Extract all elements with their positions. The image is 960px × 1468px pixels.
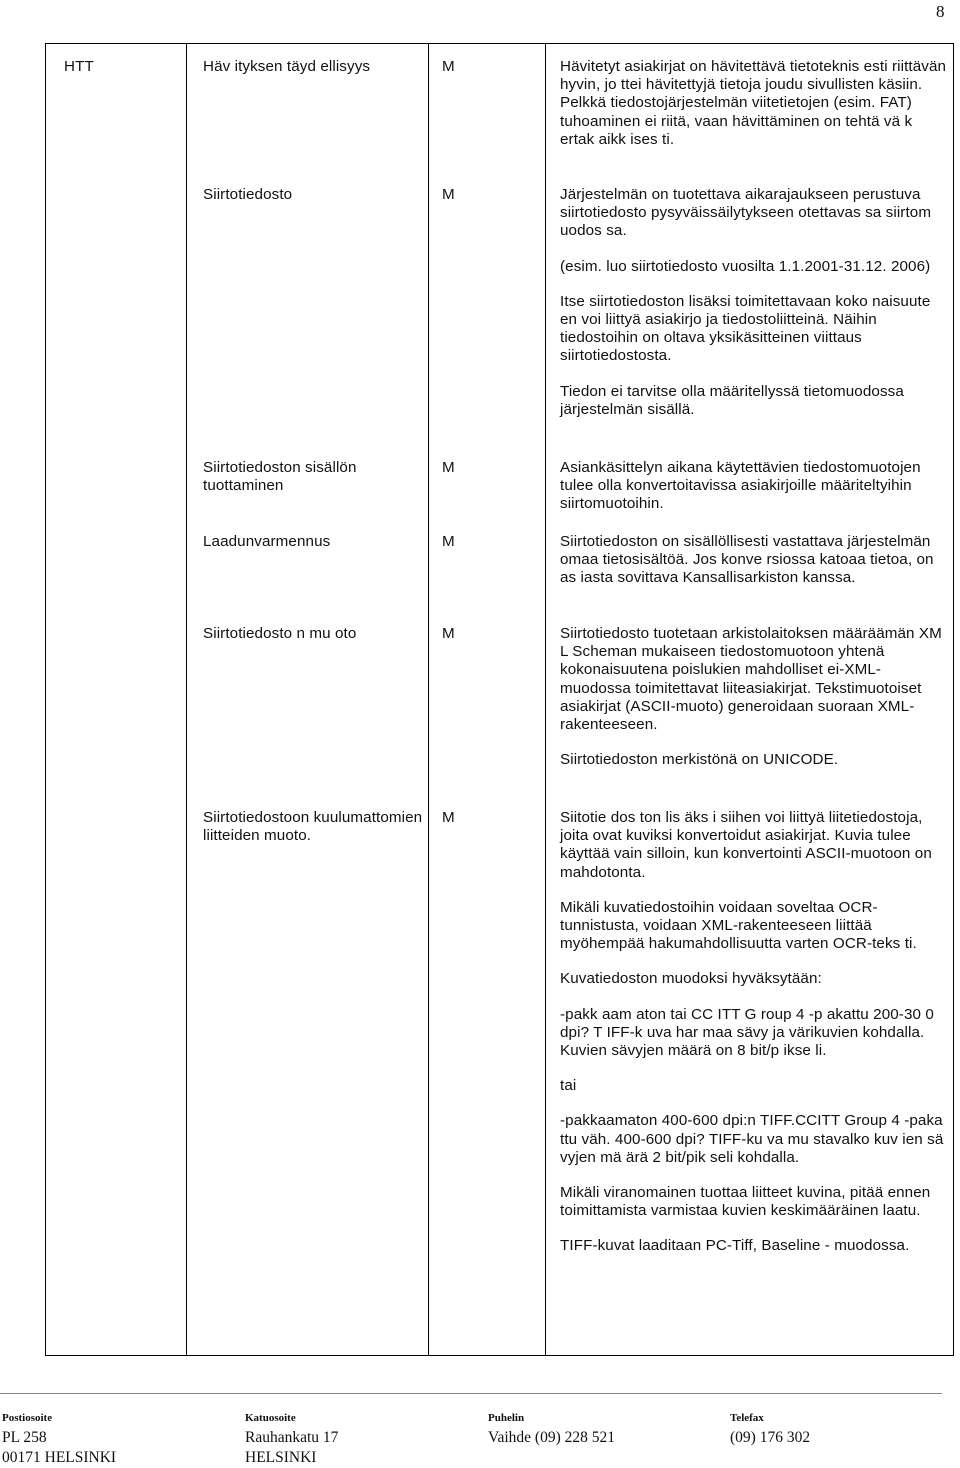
footer-line: (09) 176 302 — [730, 1429, 811, 1446]
requirement-code: HTT — [64, 58, 94, 75]
description-paragraph: Siirtotiedoston on sisällöllisesti vastattava järjestelmän omaa tietosisältöä. Jos konve rsiossa katoaa tietoa, on as iasta sovittava Kansallisarkiston kanssa. — [560, 533, 934, 587]
footer-column-puhelin — [488, 1412, 615, 1448]
description-paragraph: Kuvatiedoston muodoksi hyväksytään: — [560, 970, 822, 988]
description-paragraph: tai — [560, 1077, 577, 1095]
footer-column-telefax — [730, 1412, 810, 1448]
column-divider — [428, 44, 429, 1355]
requirement-name: Siirtotiedosto — [203, 186, 293, 203]
requirement-level: M — [442, 533, 455, 550]
footer-line: Rauhankatu 17 — [245, 1429, 339, 1446]
column-divider — [186, 44, 187, 1355]
requirement-description — [560, 625, 948, 769]
requirement-name: Laadunvarmennus — [203, 533, 331, 550]
footer-line: 00171 HELSINKI — [2, 1449, 117, 1466]
requirement-level: M — [442, 58, 455, 75]
requirement-description — [560, 809, 948, 1256]
description-paragraph: Tiedon ei tarvitse olla määritellyssä tietomuodossa järjestelmän sisällä. — [560, 382, 904, 418]
description-paragraph: Siitotie dos ton lis äks i siihen voi liittyä liitetiedostoja, joita ovat kuviksi konvertoidut asiakirjat. Kuvia tulee käyttää vain silloin, kun konvertointi ASCII-muotoon on mahdotonta. — [560, 809, 932, 881]
footer-column-postiosoite — [2, 1412, 116, 1468]
description-paragraph: Mikäli kuvatiedostoihin voidaan soveltaa OCR-tunnistusta, voidaan XML-rakenteeseen liittää myöhempää hakumahdollisuutta varten OCR-teks ti. — [560, 898, 917, 953]
description-paragraph: Järjestelmän on tuotettava aikarajaukseen perustuva siirtotiedosto pysyväissäilytykseen otettavas sa siirtom uodos sa. — [560, 186, 932, 240]
column-divider — [545, 44, 546, 1355]
description-paragraph: Siirtotiedoston merkistönä on UNICODE. — [560, 751, 839, 769]
footer-heading: Postiosoite — [2, 1412, 53, 1424]
description-paragraph: Mikäli viranomainen tuottaa liitteet kuvina, pitää ennen toimittamista varmistaa kuvien keskimääräinen laatu. — [560, 1184, 931, 1220]
footer-line: PL 258 — [2, 1429, 47, 1446]
footer-heading: Katuosoite — [245, 1412, 296, 1424]
footer-divider — [0, 1393, 942, 1394]
footer-line: HELSINKI — [245, 1449, 317, 1466]
description-paragraph: (esim. luo siirtotiedosto vuosilta 1.1.2001-31.12. 2006) — [560, 257, 931, 275]
requirement-name: Siirtotiedostoon kuulumattomien liitteiden muoto. — [203, 809, 423, 845]
footer-heading: Puhelin — [488, 1412, 525, 1424]
requirement-level: M — [442, 459, 455, 476]
requirement-description — [560, 459, 948, 514]
requirement-description — [560, 58, 948, 149]
requirement-description — [560, 186, 948, 419]
requirement-name: Siirtotiedoston sisällön tuottaminen — [203, 459, 357, 495]
requirement-level: M — [442, 625, 455, 642]
description-paragraph: -pakk aam aton tai CC ITT G roup 4 -p akattu 200-30 0 dpi? T IFF-k uva har maa sävy ja värikuvien kohdalla. Kuvien sävyjen määrä on 8 bit/p ikse li. — [560, 1005, 934, 1060]
footer-heading: Telefax — [730, 1412, 764, 1424]
description-paragraph: TIFF-kuvat laaditaan PC-Tiff, Baseline - muodossa. — [560, 1237, 910, 1255]
description-paragraph: Hävitetyt asiakirjat on hävitettävä tietoteknis esti riittävän hyvin, jo ttei hävitettyjä tietoja joudu sivullisten käsiin. Pelkkä tiedostojärjestelmän viitetietojen (esim. FAT) tuhoaminen ei riitä, vaan hävittäminen on tehtä vä k ertak aikk ises ti. — [560, 58, 947, 148]
description-paragraph: -pakkaamaton 400-600 dpi:n TIFF.CCITT Group 4 -paka ttu väh. 400-600 dpi? TIFF-ku va mu stavalko kuv ien sä vyjen mä ärä 2 bit/pik seli kohdalla. — [560, 1112, 944, 1166]
requirement-level: M — [442, 809, 455, 826]
requirement-level: M — [442, 186, 455, 203]
description-paragraph: Itse siirtotiedoston lisäksi toimitettavaan koko naisuute en voi liittyä asiakirjo ja tiedostoliitteinä. Näihin tiedostoihin on oltava yksikäsitteinen viittaus siirtotiedostosta. — [560, 292, 931, 365]
requirement-description — [560, 533, 948, 588]
requirement-name: Siirtotiedosto n mu oto — [203, 625, 357, 642]
page-number: 8 — [936, 2, 945, 21]
description-paragraph: Asiankäsittelyn aikana käytettävien tiedostomuotojen tulee olla konvertoitavissa asiakirjoille määriteltyihin siirtomuotoihin. — [560, 459, 921, 513]
description-paragraph: Siirtotiedosto tuotetaan arkistolaitoksen määräämän XM L Scheman mukaiseen tiedostomuotoon yhtenä kokonaisuutena poislukien mahdolliset ei-XML-muodossa toimitettavat liiteasiakirjat. Tekstimuotoiset asiakirjat (ASCII-muoto) generoidaan suoraan XML-rakenteeseen. — [560, 625, 942, 734]
requirement-name: Häv ityksen täyd ellisyys — [203, 58, 371, 75]
footer-line: Vaihde (09) 228 521 — [488, 1429, 615, 1446]
footer-column-katuosoite — [245, 1412, 338, 1468]
